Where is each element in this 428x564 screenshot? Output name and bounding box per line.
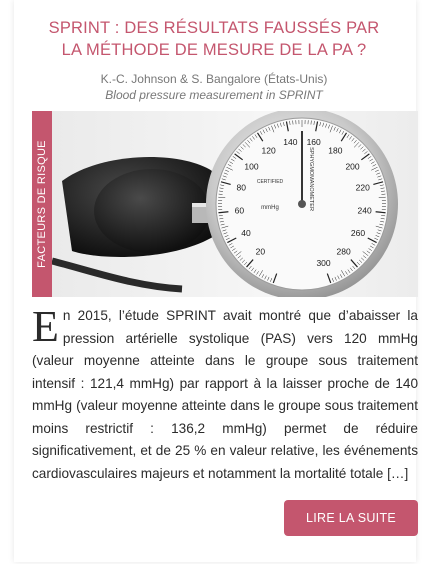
category-tag-text: FACTEURS DE RISQUE	[36, 140, 48, 268]
article-title[interactable]	[0, 17, 428, 61]
gauge-scale-label: 240	[357, 205, 372, 216]
gauge-scale-label: 300	[316, 258, 331, 269]
article-excerpt	[32, 302, 418, 485]
gauge-face-text: SPHYGMOMANOMETER	[308, 147, 314, 211]
gauge-scale-label: 40	[241, 227, 251, 238]
gauge-scale-label: 160	[306, 137, 321, 148]
gauge-certified-text: CERTIFIED	[256, 179, 284, 185]
gauge-pivot	[298, 200, 306, 208]
gauge-scale-label: 120	[261, 145, 276, 156]
article-excerpt-text: n 2015, l’étude SPRINT avait montré que d’abaisser la pression artérielle systolique (PAS) vers 120 mmHg (valeur moyenne atteinte dans le groupe sous traitement intensif : 121,4 mmHg) par rapport à la laisser proche de 140 mmHg (valeur moyenne atteinte dans le groupe sous traitement moins restrictif : 136,2 mmHg) permet de réduire significativement, et de 25 % en valeur relative, les événements cardiovasculaires majeurs et notamment la mortalité totale […]	[32, 308, 418, 481]
gauge-scale-label: 140	[283, 137, 298, 148]
article-authors: K.-C. Johnson & S. Bangalore (États-Unis)	[100, 72, 328, 86]
article-subtitle: Blood pressure measurement in SPRINT	[105, 88, 323, 102]
category-tag	[32, 111, 52, 297]
gauge-scale-label: 100	[244, 161, 259, 172]
gauge-scale-label: 260	[350, 227, 366, 238]
gauge-scale-label: 200	[345, 161, 360, 172]
dropcap: E	[32, 302, 59, 351]
gauge-unit-text: mmHg	[261, 205, 279, 211]
gauge-scale-label: 180	[328, 145, 343, 156]
gauge-scale-label: 280	[336, 246, 351, 257]
gauge-scale-label: 220	[355, 182, 370, 193]
gauge-scale-label: 60	[234, 205, 245, 216]
article-title-line2[interactable]: LA MÉTHODE DE MESURE DE LA PA ?	[61, 41, 367, 59]
article-image	[32, 111, 418, 297]
article-title-line1[interactable]: SPRINT : DES RÉSULTATS FAUSSÉS PAR	[48, 19, 380, 37]
gauge-scale-label: 20	[255, 246, 266, 257]
read-more-button[interactable]: LIRE LA SUITE	[284, 500, 418, 536]
sphygmomanometer-illustration	[32, 111, 418, 297]
gauge-scale-label: 80	[236, 182, 246, 193]
